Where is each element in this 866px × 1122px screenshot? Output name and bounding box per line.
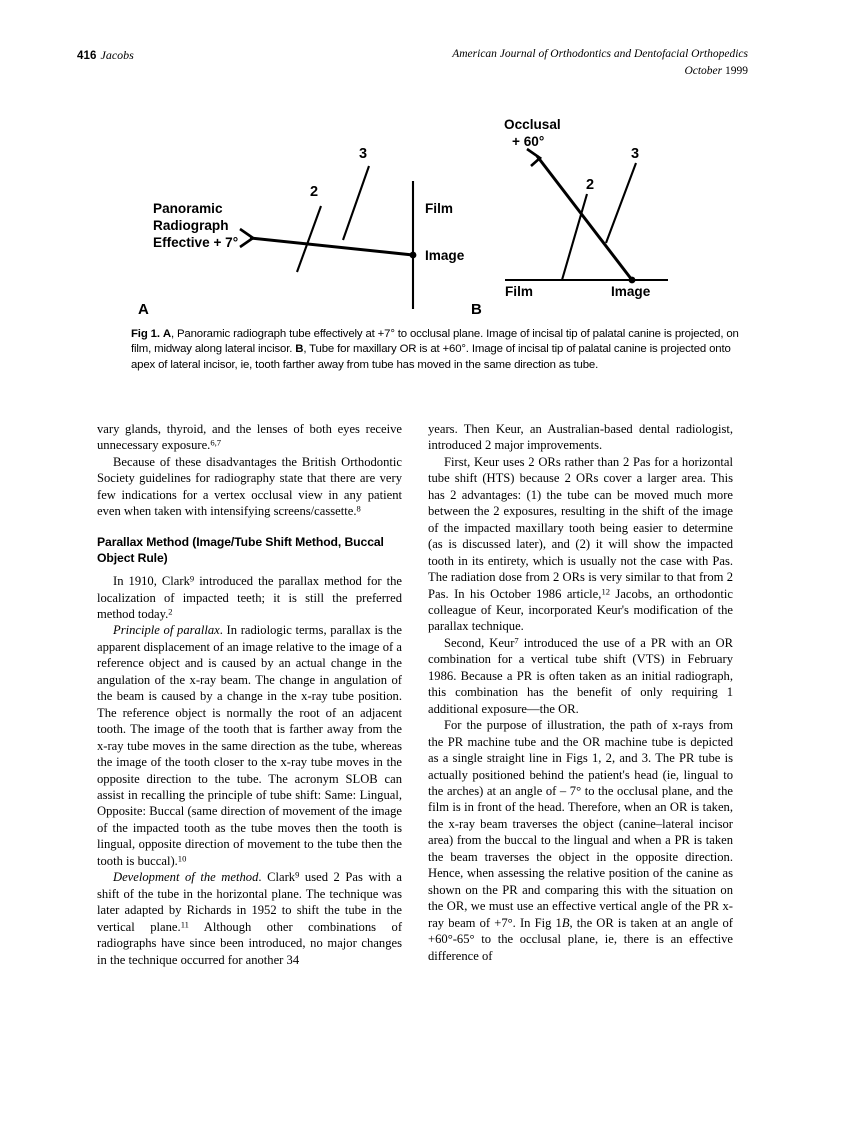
panel-a-beam-line (250, 238, 413, 255)
panel-b-source-label-line1: Occlusal (504, 117, 561, 132)
caption-part-b-text: , Tube for maxillary OR is at +60°. Image of incisal tip of palatal canine is projected onto apex of lateral incisor, ie, tooth farther away from tube has moved in the same direction as tube. (131, 343, 731, 371)
reference-marker-10: 10 (177, 853, 187, 864)
paragraph-principle-text-1: . In radiologic terms, parallax is the apparent displacement of an image relative to the image of a reference object and is caused by an actual change in the angulation of the x-ray beam. The change in angulation of the beam is caused by a change in the x-ray tube position. The reference object is normally the root of an adjacent tooth. The image of the tooth that is farther away from the x-ray tube moves in the same direction as the tube, whereas the image of the tooth closer to the x-ray tube moves in the opposite direction to the tube. The acronym SLOB can assist in recalling the principle of tube shift: (97, 623, 402, 803)
paragraph-purpose-illustration (428, 717, 733, 964)
panel-label-a: A (138, 301, 149, 318)
paragraph-clark-text-1: In 1910, Clark (113, 574, 190, 589)
panel-a-tooth-2-line (297, 206, 321, 272)
paragraph-purpose-text-1: For the purpose of illustration, the path of x-rays from the PR machine tube and the OR machine tube is depicted as a single straight line in Figs 1, 2, and 3. The PR tube is actually positioned behind the patient's head (ie, lingual to the arches) at an angle of – 7° to the occlusal plane, and the film is in front of the head. Therefore, when an OR is taken, the x-ray beam traverses the object (canine–lateral incisor area) from the buccal to the lingual and when a PR is taken the beam traverses the object in the opposite direction. Hence, when assessing the relative position of the canine as shown on the PR and comparing this with the situation on the OR, we must use an effective vertical angle of the PR x-ray beam of +7°. In Fig 1 (428, 718, 733, 930)
reference-marker-7: 7 (514, 635, 519, 646)
paragraph-years-keur-text: years. Then Keur, an Australian-based dental radiologist, introduced 2 major improvements. (428, 422, 733, 453)
panel-a-tooth-3-line (343, 166, 369, 240)
body-column-right (428, 421, 733, 964)
issue-year: 1999 (725, 65, 748, 77)
reference-marker-9b: 9 (295, 869, 300, 880)
paragraph-clark-text-2: introduced the parallax method for the localization of impacted teeth; it is still the preferred method today. (97, 574, 402, 622)
slob-text-same: ame: (331, 788, 360, 803)
slob-letter-s: S (324, 788, 332, 803)
reference-marker-6-7: 6,7 (210, 437, 221, 448)
paragraph-continued (97, 421, 402, 454)
paragraph-continued-text: vary glands, thyroid, and the lenses of both eyes receive unnecessary exposure. (97, 422, 402, 453)
slob-letter-l: L (359, 788, 368, 803)
caption-part-a-text: , Panoramic radiograph tube effectively at +7° to occlusal plane. Image of incisal tip of palatal canine is projected, on film, midway along lateral incisor. (131, 328, 739, 356)
paragraph-first-improvement (428, 454, 733, 635)
panel-b-ray-label-3: 3 (630, 146, 640, 162)
running-head (0, 0, 866, 77)
body-column-left (97, 421, 402, 968)
paragraph-second-text-1: Second, Keur (444, 635, 515, 650)
paragraph-first-text-2: Jacobs, an orthodontic colleague of Keur, incorporated Keur's modification of the parallax technique. (428, 586, 733, 634)
paragraph-second-text-2: introduced the use of a PR with an OR combination for a vertical tube shift (VTS) in February 1986. Because a PR is often taken as an initial radiograph, this combination has the benefit of only requiring 1 additional exposure—the OR. (428, 635, 733, 716)
reference-marker-8: 8 (356, 503, 361, 514)
panel-b-image-point (629, 277, 636, 284)
journal-title: American Journal of Orthodontics and Dentofacial Orthopedics (452, 48, 748, 60)
paragraph-purpose-text-2: , the OR is taken at an angle of +60°-65° to the occlusal plane, ie, there is an effective difference of (428, 915, 733, 963)
panel-b-film-label: Film (505, 284, 533, 299)
figure-panel-b (504, 117, 668, 299)
figure-1 (0, 96, 866, 326)
panel-a-ray-label-2: 2 (309, 184, 319, 200)
caption-part-a-letter: A (162, 328, 171, 340)
panel-a-source-label-line3: Effective + 7° (153, 235, 239, 250)
slob-text-opposite: pposite: (106, 804, 150, 819)
running-head-left (77, 48, 134, 63)
panel-a-source-label-line1: Panoramic (153, 201, 223, 216)
running-head-right (452, 46, 748, 80)
slob-text-buccal: uccal (same direction of movement of the image of the impacted tooth as the tube moves then the tooth is lingual, opposite direction of movement to the tube then the tooth is buccal). (97, 804, 403, 868)
panel-a-film-label: Film (425, 201, 453, 216)
run-in-head-principle-of-parallax: Principle of parallax (113, 623, 220, 638)
paragraph-british-society-text: Because of these disadvantages the British Orthodontic Society guidelines for radiography state that there are very few indications for a vertex occlusal view in any patient even when taken with intensifying screens/cassette. (97, 454, 402, 519)
figure-reference-1b: B (561, 915, 570, 930)
reference-marker-9a: 9 (189, 573, 195, 584)
section-subhead-parallax-method: Parallax Method (Image/Tube Shift Method, Buccal Object Rule) (97, 534, 384, 565)
panel-b-source-label-line2: + 60° (512, 134, 545, 149)
run-in-head-development-of-method: Development of the method (113, 870, 259, 885)
figure-1-svg (0, 96, 866, 326)
panel-b-ray-label-2: 2 (585, 177, 595, 193)
panel-b-beam-arrowhead (527, 149, 540, 166)
panel-b-image-label: Image (611, 284, 651, 299)
panel-label-b: B (471, 301, 482, 318)
panel-a-beam-arrowhead (240, 229, 253, 247)
paragraph-british-society (97, 454, 402, 520)
paragraph-first-text-1: First, Keur uses 2 ORs rather than 2 Pas for a horizontal tube shift (HTS) because 2 ORs cover a larger area. This has 2 advantages: (1) the tube can be moved much more between the 2 exposures, resulting in the shift of the image of the impacted maxillary tooth being easier to determine (as is discussed later), and (2) it will show the impacted tooth in its entirety, which is usually not the case with Pas. The radiation dose from 2 ORs is very similar to that from 2 Pas. In his October 1986 article, (428, 454, 733, 601)
panel-a-source-label-line2: Radiograph (153, 218, 229, 233)
slob-letter-o: O (97, 804, 107, 819)
reference-marker-12: 12 (601, 585, 610, 596)
slob-text-lingual: ingual, (367, 788, 402, 803)
slob-letter-b: B (149, 804, 158, 819)
panel-a-image-label: Image (425, 248, 465, 263)
issue-month: October (684, 65, 723, 77)
panel-a-ray-label-3: 3 (358, 146, 368, 162)
paragraph-development-of-method (97, 869, 402, 968)
figure-caption (131, 327, 747, 373)
paragraph-clark-1910 (97, 573, 402, 622)
issue-date (452, 63, 748, 80)
reference-marker-2: 2 (168, 606, 173, 617)
caption-figure-number: Fig 1. (131, 328, 160, 340)
panel-b-beam-line (537, 156, 632, 280)
panel-b-tooth-3-line (606, 163, 636, 243)
paragraph-years-keur (428, 421, 733, 454)
page-folio-number: 416 (77, 50, 97, 62)
paragraph-development-text-2: used 2 Pas with a shift of the tube in the horizontal plane. The technique was later adapted by Richards in 1952 to shift the tube in the vertical plane. (97, 870, 402, 934)
paragraph-second-improvement (428, 635, 733, 717)
paragraph-development-text-3: Although other combinations of radiographs have since been introduced, no major changes in the technique occurred for another 34 (97, 919, 403, 967)
figure-panel-a (153, 146, 465, 309)
paragraph-principle-of-parallax (97, 622, 402, 869)
running-head-author: Jacobs (100, 48, 134, 62)
caption-part-b-letter: B (295, 343, 304, 356)
reference-marker-11: 11 (180, 919, 189, 930)
panel-a-image-point (410, 252, 417, 259)
paragraph-development-text-1: . Clark (258, 870, 296, 885)
